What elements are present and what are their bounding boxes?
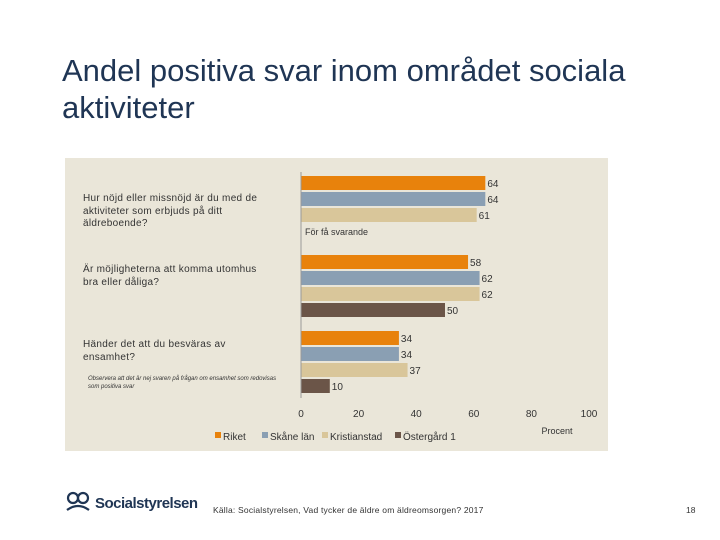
x-tick-label: 60: [468, 409, 480, 420]
value-label: 37: [409, 366, 421, 377]
value-label: 64: [487, 195, 499, 206]
question-label-3: Händer det att du besväras av ensamhet?: [83, 339, 226, 363]
question-label-2: Är möjligheterna att komma utomhus bra eller dåliga?: [83, 264, 257, 288]
x-ticks-group: [298, 409, 598, 420]
x-tick-label: 80: [525, 409, 537, 420]
value-label: 64: [487, 179, 499, 190]
source-text: Källa: Socialstyrelsen, Vad tycker de äldre om äldreomsorgen? 2017: [213, 505, 484, 515]
value-label: 34: [400, 350, 413, 361]
bar-skåne-län-q1: [301, 192, 485, 206]
annotation-few-answers: För få svarande: [305, 227, 369, 237]
logo-emblem-icon: [67, 493, 89, 510]
footnote-observera: Observera att det är nej svaren på frågan om ensamhet som redovisas som positiva svar: [88, 376, 277, 390]
bar-riket-q3: [301, 331, 399, 345]
value-label: 34: [400, 334, 413, 345]
value-label: 10: [331, 382, 343, 393]
x-tick-label: 40: [410, 409, 422, 420]
legend-swatch: [262, 432, 268, 438]
legend: [215, 431, 456, 443]
value-label: 61: [478, 211, 490, 222]
value-label: 62: [481, 290, 493, 301]
legend-label: Riket: [223, 432, 246, 443]
value-label: 50: [447, 306, 459, 317]
value-label: 62: [481, 274, 493, 285]
bar-skåne-län-q3: [301, 347, 399, 361]
x-tick-label: 100: [580, 409, 598, 420]
bar-östergård-1-q3: [301, 379, 330, 393]
slide-title: Andel positiva svar inom området sociala aktiviteter: [62, 53, 626, 125]
bar-skåne-län-q2: [301, 271, 480, 285]
logo-text: Socialstyrelsen: [95, 495, 198, 512]
bar-riket-q2: [301, 255, 468, 269]
bar-kristianstad-q1: [301, 208, 477, 222]
legend-swatch: [215, 432, 221, 438]
x-tick-label: 0: [298, 409, 304, 420]
value-label: 58: [470, 258, 482, 269]
x-tick-label: 20: [353, 409, 365, 420]
legend-swatch: [395, 432, 401, 438]
legend-label: Skåne län: [270, 432, 315, 443]
x-axis-title: Procent: [541, 426, 573, 436]
bar-östergård-1-q2: [301, 303, 445, 317]
question-label-1: Hur nöjd eller missnöjd är du med de aktiviteter som erbjuds på ditt äldreboende?: [83, 193, 258, 229]
bar-kristianstad-q3: [301, 363, 408, 377]
bar-riket-q1: [301, 176, 485, 190]
legend-swatch: [322, 432, 328, 438]
bars-group: [301, 176, 485, 393]
legend-label: Östergård 1: [403, 432, 456, 443]
bar-kristianstad-q2: [301, 287, 480, 301]
legend-label: Kristianstad: [330, 432, 383, 443]
page-number: 18: [686, 505, 696, 515]
